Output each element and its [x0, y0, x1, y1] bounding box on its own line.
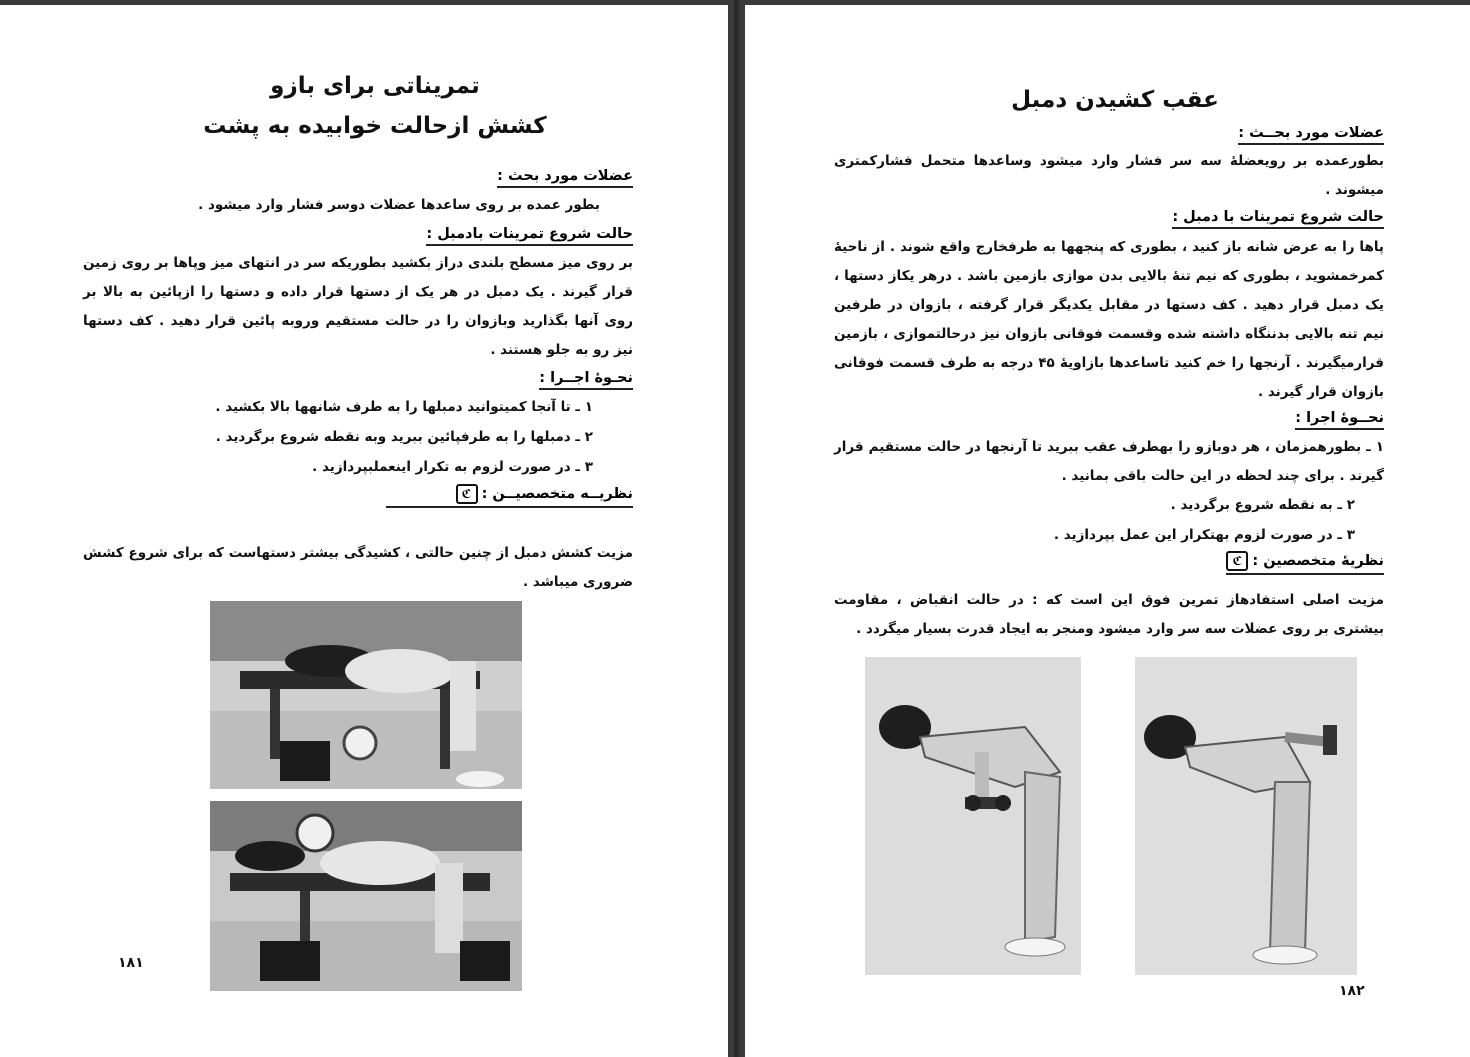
step-1: ۱ ـ بطورهمزمان ، هر دوبازو را بهطرف عقب ببرید تا آرنجها در حالت مستقیم قرار گیرند . برای چند لحظه در این حالت باقی بمانید . — [834, 439, 1384, 484]
expert-text: مزیت اصلی استفادهاز تمرین فوق این است که : در حالت انقباض ، مقاومت بیشتری بر روی عضلات سه سر وارد میشود ومنجر به ایجاد قدرت بسیار میگردد . — [834, 592, 1384, 637]
expert-icon: ℭ — [1226, 551, 1248, 571]
expert-heading-wrap — [1226, 550, 1384, 575]
expert-heading — [386, 484, 633, 508]
muscles-heading: عضلات مورد بحــث : — [1238, 125, 1384, 145]
kickback-photo-start — [865, 657, 1081, 975]
page-number: ۱۸۲ — [1339, 983, 1365, 999]
step-3: ۳ ـ در صورت لزوم بهتکرار این عمل بپردازید . — [1053, 527, 1355, 543]
chapter-title: تمریناتی برای بازو — [270, 73, 480, 99]
step-2: ۲ ـ به نقطه شروع برگردید . — [1170, 497, 1355, 513]
expert-heading-label: نظریهٔ متخصصین : — [1252, 553, 1384, 569]
bench-pull-photo-start — [210, 601, 522, 789]
start-heading: حالت شروع تمرینات بادمبل : — [426, 226, 633, 246]
muscles-heading-wrap — [497, 165, 633, 188]
expert-icon: ℭ — [456, 484, 478, 504]
start-heading-wrap — [1172, 206, 1384, 229]
method-heading-wrap — [539, 367, 633, 390]
method-heading-wrap — [1295, 407, 1384, 430]
expert-heading-wrap — [386, 483, 633, 508]
step-2: ۲ ـ دمبلها را به طرفپائین ببرید وبه نقطه شروع برگردید . — [215, 429, 593, 445]
step-3: ۳ ـ در صورت لزوم به تکرار اینعملبپردازید . — [312, 459, 593, 475]
page-181 — [0, 5, 728, 1057]
expert-heading — [1226, 551, 1384, 575]
expert-text: مزیت کشش دمبل از چنین حالتی ، کشیدگی بیشتر دستهاست که برای شروع کشش ضروری میباشد . — [83, 545, 633, 590]
bench-pull-photo-end — [210, 801, 522, 991]
start-heading: حالت شروع تمرینات با دمبل : — [1172, 209, 1384, 229]
muscles-text: بطورعمده بر رویعضلهٔ سه سر فشار وارد میشود وساعدها متحمل فشارکمتری میشوند . — [834, 153, 1384, 198]
start-text: بر روی میز مسطح بلندی دراز بکشید بطوریکه سر در انتهای میز وپاها بر روی زمین قرار گیرند . یک دمبل در هر یک از دستها قرار داده و دستها را ازپائین به بالا بر روی آنها بگذارید وبازوان را در حالت مستقیم وروبه پائین قرار دهید . کف دستها نیز رو به جلو هستند . — [83, 255, 633, 358]
start-heading-wrap — [426, 223, 633, 246]
method-heading: نحـوهٔ اجــرا : — [539, 370, 633, 390]
exercise-title: کشش ازحالت خوابیده به پشت — [203, 113, 547, 139]
muscles-heading-wrap — [1238, 122, 1384, 145]
kickback-photo-end — [1135, 657, 1357, 975]
expert-heading-label: نظریــه متخصصیــن : — [481, 486, 633, 502]
page-number: ۱۸۱ — [118, 955, 144, 971]
muscles-text: بطور عمده بر روی ساعدها عضلات دوسر فشار وارد میشود . — [198, 197, 600, 213]
muscles-heading: عضلات مورد بحث : — [497, 168, 633, 188]
page-gutter — [728, 0, 745, 1057]
start-text: پاها را به عرض شانه باز کنید ، بطوری که پنجهها به طرفخارج واقع شوند . از ناحیهٔ کمرخمشوید ، بطوری که نیم تنهٔ بالایی بدن موازی بازمین باشد . درهر یکاز دستها ، یک دمبل قرار دهید . کف دستها در مقابل یکدیگر قرار گرفته ، بازوان در طرفین نیم تنه بالایی بدننگاه داشته شده وقسمت فوقانی بازوان نیز درحالتموازی ، بازمین قرارمیگیرند . آرنجها را خم کنید تاساعدها بازاویهٔ ۴۵ درجه به طرف قسمت فوقانی بازوان قرار گیرند . — [834, 239, 1384, 400]
exercise-title: عقب کشیدن دمبل — [1011, 87, 1219, 113]
step-1: ۱ ـ تا آنجا کمیتوانید دمبلها را به طرف شانهها بالا بکشید . — [215, 399, 593, 415]
method-heading: نحــوهٔ اجرا : — [1295, 410, 1384, 430]
page-182 — [745, 5, 1470, 1057]
